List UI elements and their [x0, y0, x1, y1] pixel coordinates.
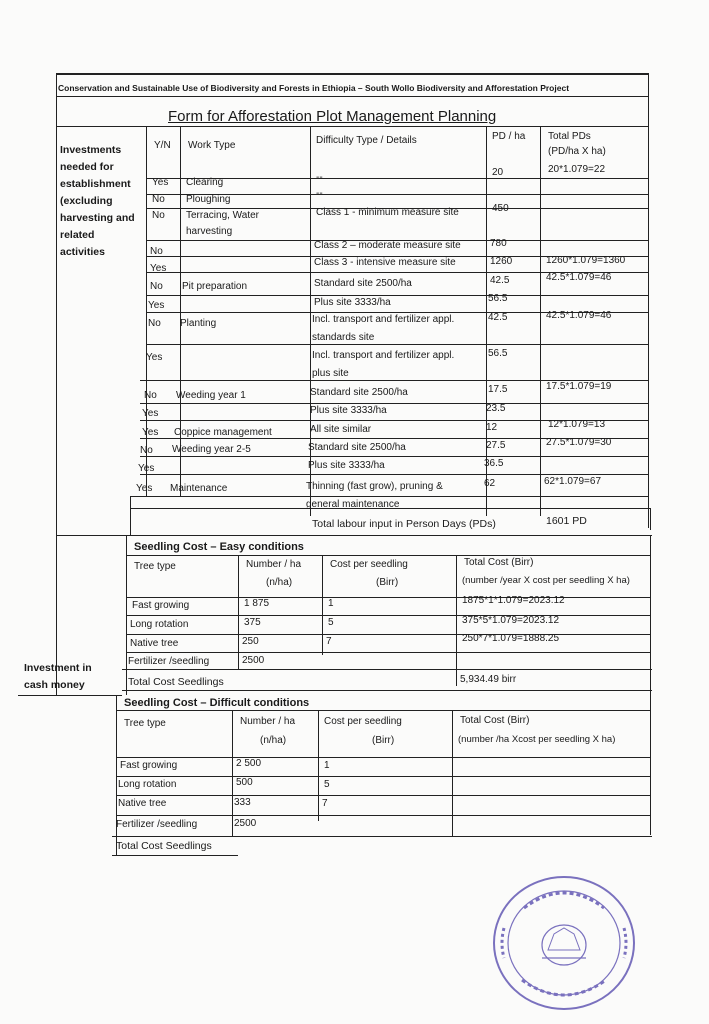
easy-row-cost: 5 — [328, 617, 334, 628]
difficult-row-cost: 5 — [324, 779, 330, 790]
cell-total: 42.5*1.079=46 — [546, 272, 612, 283]
cell-detail: Standard site 2500/ha — [314, 278, 412, 289]
cell-total: 27.5*1.079=30 — [546, 437, 612, 448]
investments-side-label: Investments needed for establishment (excluding harvesting and related activities — [60, 144, 135, 258]
cell-detail-cont: standards site — [312, 332, 375, 343]
cell-yn: No — [150, 246, 163, 257]
difficult-row-cost: 1 — [324, 760, 330, 771]
cell-yn: No — [150, 281, 163, 292]
cell-worktype: Weeding year 1 — [176, 390, 246, 401]
cell-yn: Yes — [148, 300, 165, 311]
cell-pd: 56.5 — [488, 348, 508, 359]
difficult-title: Seedling Cost – Difficult conditions — [124, 697, 310, 709]
cell-pd: 20 — [492, 167, 504, 178]
difficult-row-type: Native tree — [118, 798, 167, 809]
cell-detail: Class 1 - minimum measure site — [316, 207, 459, 218]
easy-row-number: 375 — [244, 617, 261, 628]
cell-yn: Yes — [136, 483, 153, 494]
easy-col-number-sub: (n/ha) — [266, 577, 293, 588]
cell-yn: Yes — [150, 263, 167, 274]
col-total-header: Total PDs — [548, 131, 591, 142]
difficult-row-number: 2500 — [234, 818, 257, 829]
difficult-total-label: Total Cost Seedlings — [116, 840, 212, 852]
difficult-col-type: Tree type — [124, 718, 166, 729]
easy-col-cost-sub: (Birr) — [376, 577, 399, 588]
cell-worktype: Clearing — [186, 177, 224, 188]
cell-worktype: Coppice management — [174, 427, 272, 438]
cell-yn: Yes — [146, 352, 163, 363]
cell-yn: Yes — [142, 427, 159, 438]
difficult-col-cost: Cost per seedling — [324, 716, 402, 727]
easy-col-number: Number / ha — [246, 559, 302, 570]
difficult-row-number: 2 500 — [236, 758, 262, 769]
easy-row-type: Fertilizer /seedling — [128, 656, 210, 667]
cash-side-label: Investment in cash money — [24, 662, 92, 691]
difficult-col-total: Total Cost (Birr) — [460, 715, 530, 726]
easy-col-total-sub: (number /year X cost per seedling X ha) — [462, 575, 630, 586]
difficult-col-cost-sub: (Birr) — [372, 735, 395, 746]
cell-worktype: Weeding year 2-5 — [172, 444, 251, 455]
cell-total: 20*1.079=22 — [548, 164, 606, 175]
easy-col-type: Tree type — [134, 561, 176, 572]
easy-row-type: Long rotation — [130, 619, 189, 630]
cell-detail: -- — [316, 188, 323, 199]
cell-worktype: Planting — [180, 318, 217, 329]
col-total-subheader: (PD/ha X ha) — [548, 146, 606, 157]
cell-yn: No — [144, 390, 157, 401]
easy-title: Seedling Cost – Easy conditions — [134, 541, 304, 553]
cell-detail: -- — [316, 172, 323, 183]
cell-pd: 42.5 — [488, 312, 508, 323]
cell-detail: Standard site 2500/ha — [308, 442, 406, 453]
cell-detail: All site similar — [310, 424, 372, 435]
easy-col-cost: Cost per seedling — [330, 559, 408, 570]
difficult-col-total-sub: (number /ha Xcost per seedling X ha) — [458, 734, 616, 745]
easy-row-number: 2500 — [242, 655, 265, 666]
cell-total: 17.5*1.079=19 — [546, 381, 612, 392]
header-rule — [56, 96, 648, 97]
cell-pd: 56.5 — [488, 293, 508, 304]
difficult-col-number: Number / ha — [240, 716, 296, 727]
cell-detail: Plus site 3333/ha — [310, 405, 387, 416]
cell-yn: No — [152, 210, 165, 221]
cell-pd: 780 — [490, 238, 507, 249]
cell-total: 62*1.079=67 — [544, 476, 602, 487]
total-labour-value: 1601 PD — [546, 515, 587, 527]
cell-total: 1260*1.079=1360 — [546, 255, 626, 266]
col-difficulty-header: Difficulty Type / Details — [316, 135, 417, 146]
cell-pd: 12 — [486, 422, 498, 433]
cell-pd: 1260 — [490, 256, 513, 267]
total-labour-label: Total labour input in Person Days (PDs) — [312, 518, 496, 530]
easy-col-total: Total Cost (Birr) — [464, 557, 534, 568]
easy-row-number: 1 875 — [244, 598, 270, 609]
difficult-row-type: Fast growing — [120, 760, 178, 771]
difficult-row-cost: 7 — [322, 798, 328, 809]
cell-pd: 450 — [492, 203, 509, 214]
col-worktype-header: Work Type — [188, 140, 236, 151]
easy-row-total: 250*7*1.079=1888.25 — [462, 633, 560, 644]
cell-yn: Yes — [138, 463, 155, 474]
cell-detail: Plus site 3333/ha — [308, 460, 385, 471]
cell-pd: 36.5 — [484, 458, 504, 469]
cell-detail: Class 2 – moderate measure site — [314, 240, 461, 251]
cell-yn: No — [152, 194, 165, 205]
easy-row-type: Native tree — [130, 638, 179, 649]
cell-yn: No — [140, 445, 153, 456]
cell-detail: Incl. transport and fertilizer appl. — [312, 350, 455, 361]
cell-pd: 23.5 — [486, 403, 506, 414]
cell-pd: 62 — [484, 478, 496, 489]
easy-row-cost: 1 — [328, 598, 334, 609]
easy-row-number: 250 — [242, 636, 259, 647]
cell-worktype: Pit preparation — [182, 281, 248, 292]
cell-worktype: Ploughing — [186, 194, 231, 205]
cell-pd: 27.5 — [486, 440, 506, 451]
cell-detail: Plus site 3333/ha — [314, 297, 391, 308]
cell-pd: 42.5 — [490, 275, 510, 286]
cell-pd: 17.5 — [488, 384, 508, 395]
cell-worktype: Terracing, Water — [186, 210, 259, 221]
easy-row-cost: 7 — [326, 636, 332, 647]
easy-row-total: 375*5*1.079=2023.12 — [462, 615, 560, 626]
cell-detail-cont: plus site — [312, 368, 349, 379]
col-pd-header: PD / ha — [492, 131, 526, 142]
easy-row-type: Fast growing — [132, 600, 190, 611]
cell-worktype: Maintenance — [170, 483, 228, 494]
difficult-row-type: Long rotation — [118, 779, 177, 790]
cell-detail: Class 3 - intensive measure site — [314, 257, 456, 268]
difficult-row-number: 500 — [236, 777, 253, 788]
easy-total-label: Total Cost Seedlings — [128, 676, 224, 688]
difficult-row-type: Fertilizer /seedling — [116, 819, 198, 830]
cell-detail-cont: general maintenance — [306, 499, 400, 510]
easy-total-value: 5,934.49 birr — [460, 674, 517, 685]
cell-total: 12*1.079=13 — [548, 419, 606, 430]
cell-worktype-cont: harvesting — [186, 226, 233, 237]
easy-row-total: 1875*1*1.079=2023.12 — [462, 595, 565, 606]
col-yn-header: Y/N — [154, 140, 171, 151]
cell-yn: No — [148, 318, 161, 329]
cell-yn: Yes — [142, 408, 159, 419]
cell-detail: Incl. transport and fertilizer appl. — [312, 314, 455, 325]
project-header: Conservation and Sustainable Use of Biodiversity and Forests in Ethiopia – South Wollo Biodiversity and Afforestation Project — [58, 83, 570, 93]
cell-detail: Standard site 2500/ha — [310, 387, 408, 398]
difficult-col-number-sub: (n/ha) — [260, 735, 287, 746]
difficult-row-number: 333 — [234, 797, 251, 808]
cell-detail: Thinning (fast grow), pruning & — [306, 481, 443, 492]
official-stamp — [484, 868, 644, 1018]
top-rule — [56, 73, 648, 75]
form-title: Form for Afforestation Plot Management Planning — [168, 108, 497, 125]
cell-yn: Yes — [152, 177, 169, 188]
cell-total: 42.5*1.079=46 — [546, 310, 612, 321]
